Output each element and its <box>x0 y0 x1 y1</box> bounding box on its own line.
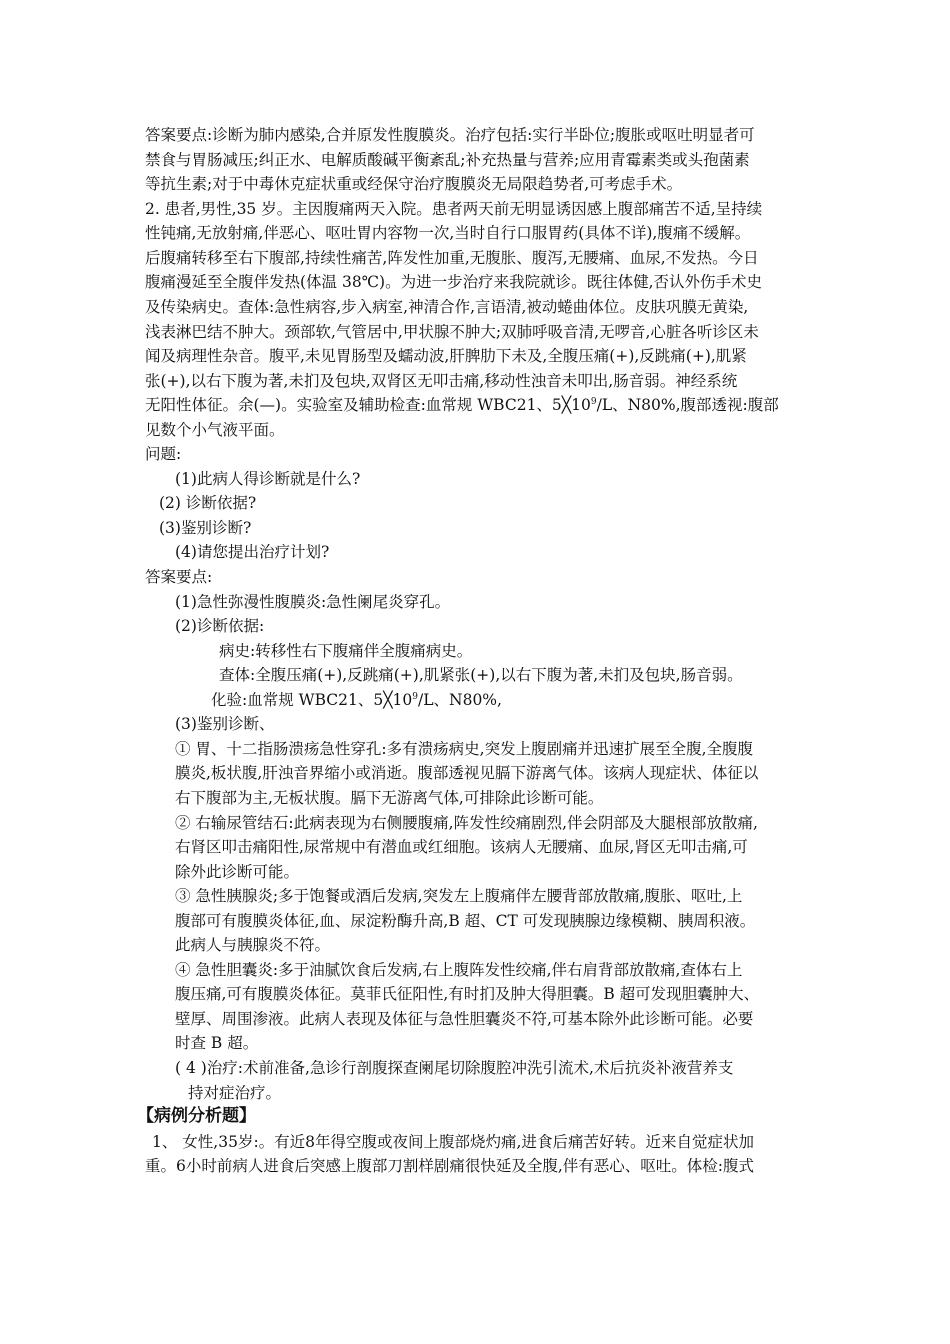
section-title: 【病例分析题】 <box>137 1106 256 1126</box>
lab-tail: /L、N80%,腹部透视:腹部 <box>596 396 779 414</box>
differential-item: 时查 B 超。 <box>175 1034 259 1052</box>
case-analysis-line: 重。6小时前病人进食后突感上腹部刀割样剧痛很快延及全腹,伴有恶心、呕吐。体检:腹式 <box>145 1157 755 1175</box>
lab-text: 无阳性体征。余(—)。实验室及辅助检查:血常规 WBC21、5╳10 <box>145 396 591 414</box>
differential-item: ④ 急性胆囊炎:多于油腻饮食后发病,右上腹阵发性绞痛,伴右肩背部放散痛,查体右上 <box>175 961 743 979</box>
answer-basis-label: (2)诊断依据: <box>175 617 265 635</box>
differential-item: 膜炎,板状腹,肝浊音界缩小或消逝。腹部透视见膈下游离气体。该病人现症状、体征以 <box>175 764 759 782</box>
answer-exam: 查体:全腹压痛(+),反跳痛(+),肌紧张(+),以右下腹为著,未扪及包块,肠音弱。 <box>219 666 743 684</box>
questions-label: 问题: <box>145 445 182 463</box>
question-item: (2) 诊断依据? <box>159 494 257 512</box>
text-line: 禁食与胃肠减压;纠正水、电解质酸碱平衡紊乱;补充热量与营养;应用青霉素类或头孢菌素 <box>145 151 750 169</box>
answer-treatment: ( 4 )治疗:术前准备,急诊行剖腹探查阑尾切除腹腔冲洗引流术,术后抗炎补液营养支 <box>175 1059 734 1077</box>
differential-label: (3)鉴别诊断、 <box>175 715 275 733</box>
question-item: (1)此病人得诊断就是什么? <box>175 470 361 488</box>
differential-item: 右下腹部为主,无板状腹。膈下无游离气体,可排除此诊断可能。 <box>175 789 604 807</box>
differential-item: 壁厚、周围渗液。此病人表现及体征与急性胆囊炎不符,可基本除外此诊断可能。必要 <box>175 1010 754 1028</box>
case-analysis-line: 1、 女性,35岁:。有近8年得空腹或夜间上腹部烧灼痛,进食后痛苦好转。近来自觉症状加 <box>152 1133 754 1151</box>
answer-treatment: 持对症治疗。 <box>188 1084 282 1102</box>
question-item: (4)请您提出治疗计划? <box>175 543 330 561</box>
lab-tail: /L、N80%, <box>418 691 502 709</box>
case-text-line: 及传染病史。查体:急性病容,步入病室,神清合作,言语清,被动蜷曲体位。皮肤巩膜无黄染, <box>145 298 749 316</box>
case-text-line: 腹痛漫延至全腹伴发热(体温 38℃)。为进一步治疗来我院就诊。既往体健,否认外伤手术史 <box>145 273 763 291</box>
differential-item: ① 胃、十二指肠溃疡急性穿孔:多有溃疡病史,突发上腹剧痛并迅速扩展至全腹,全腹腹 <box>175 740 754 758</box>
case-text-line: 性钝痛,无放射痛,伴恶心、呕吐胃内容物一次,当时自行口服胃药(具体不详),腹痛不缓解。 <box>145 224 751 242</box>
case-lab-line <box>145 393 825 418</box>
differential-item: 右肾区叩击痛阳性,尿常规中有潜血或红细胞。该病人无腰痛、血尿,肾区无叩击痛,可 <box>175 838 748 856</box>
differential-item: ③ 急性胰腺炎;多于饱餐或酒后发病,突发左上腹痛伴左腰背部放散痛,腹胀、呕吐,上 <box>175 887 743 905</box>
case-text-line: 2. 患者,男性,35 岁。主因腹痛两天入院。患者两天前无明显诱因感上腹部痛苦不适,呈持续 <box>145 200 763 218</box>
lab-exponent: 9 <box>412 692 418 702</box>
case-text-line: 后腹痛转移至右下腹部,持续性痛苦,阵发性加重,无腹胀、腹泻,无腰痛、血尿,不发热。今日 <box>145 249 759 267</box>
differential-item: 除外此诊断可能。 <box>175 863 300 881</box>
question-item: (3)鉴别诊断? <box>159 519 252 537</box>
differential-item: 此病人与胰腺炎不符。 <box>175 936 331 954</box>
lab-exponent: 9 <box>590 397 597 407</box>
case-text-line: 张(+),以右下腹为著,未扪及包块,双肾区无叩击痛,移动性浊音未叩出,肠音弱。神经系统 <box>145 372 738 390</box>
answer-label: 答案要点: <box>145 568 213 586</box>
text-line: 等抗生素;对于中毒休克症状重或经保守治疗腹膜炎无局限趋势者,可考虑手术。 <box>145 175 683 193</box>
answer-history: 病史:转移性右下腹痛伴全腹痛病史。 <box>219 642 473 660</box>
case-text-line: 浅表淋巴结不肿大。颈部软,气管居中,甲状腺不肿大;双肺呼吸音清,无啰音,心脏各听诊区未 <box>145 323 759 341</box>
text-line: 答案要点:诊断为肺内感染,合并原发性腹膜炎。治疗包括:实行半卧位;腹胀或呕吐明显者可 <box>145 126 755 144</box>
answer-diagnosis: (1)急性弥漫性腹膜炎:急性阑尾炎穿孔。 <box>175 593 451 611</box>
differential-item: 腹压痛,可有腹膜炎体征。莫菲氏征阳性,有时扪及肿大得胆囊。B 超可发现胆囊肿大、 <box>175 985 760 1003</box>
case-text-line: 闻及病理性杂音。腹平,未见胃肠型及蠕动波,肝脾肋下未及,全腹压痛(+),反跳痛(+),肌紧 <box>145 347 747 365</box>
differential-item: 腹部可有腹膜炎体征,血、尿淀粉酶升高,B 超、CT 可发现胰腺边缘模糊、胰周积液。 <box>175 912 756 930</box>
differential-item: ② 右输尿管结石:此病表现为右侧腰腹痛,阵发性绞痛剧烈,伴会阴部及大腿根部放散痛, <box>175 814 758 832</box>
case-text-line: 见数个小气液平面。 <box>145 421 285 439</box>
answer-lab <box>211 688 891 713</box>
lab-text: 化验:血常规 WBC21、5╳10 <box>211 691 413 709</box>
